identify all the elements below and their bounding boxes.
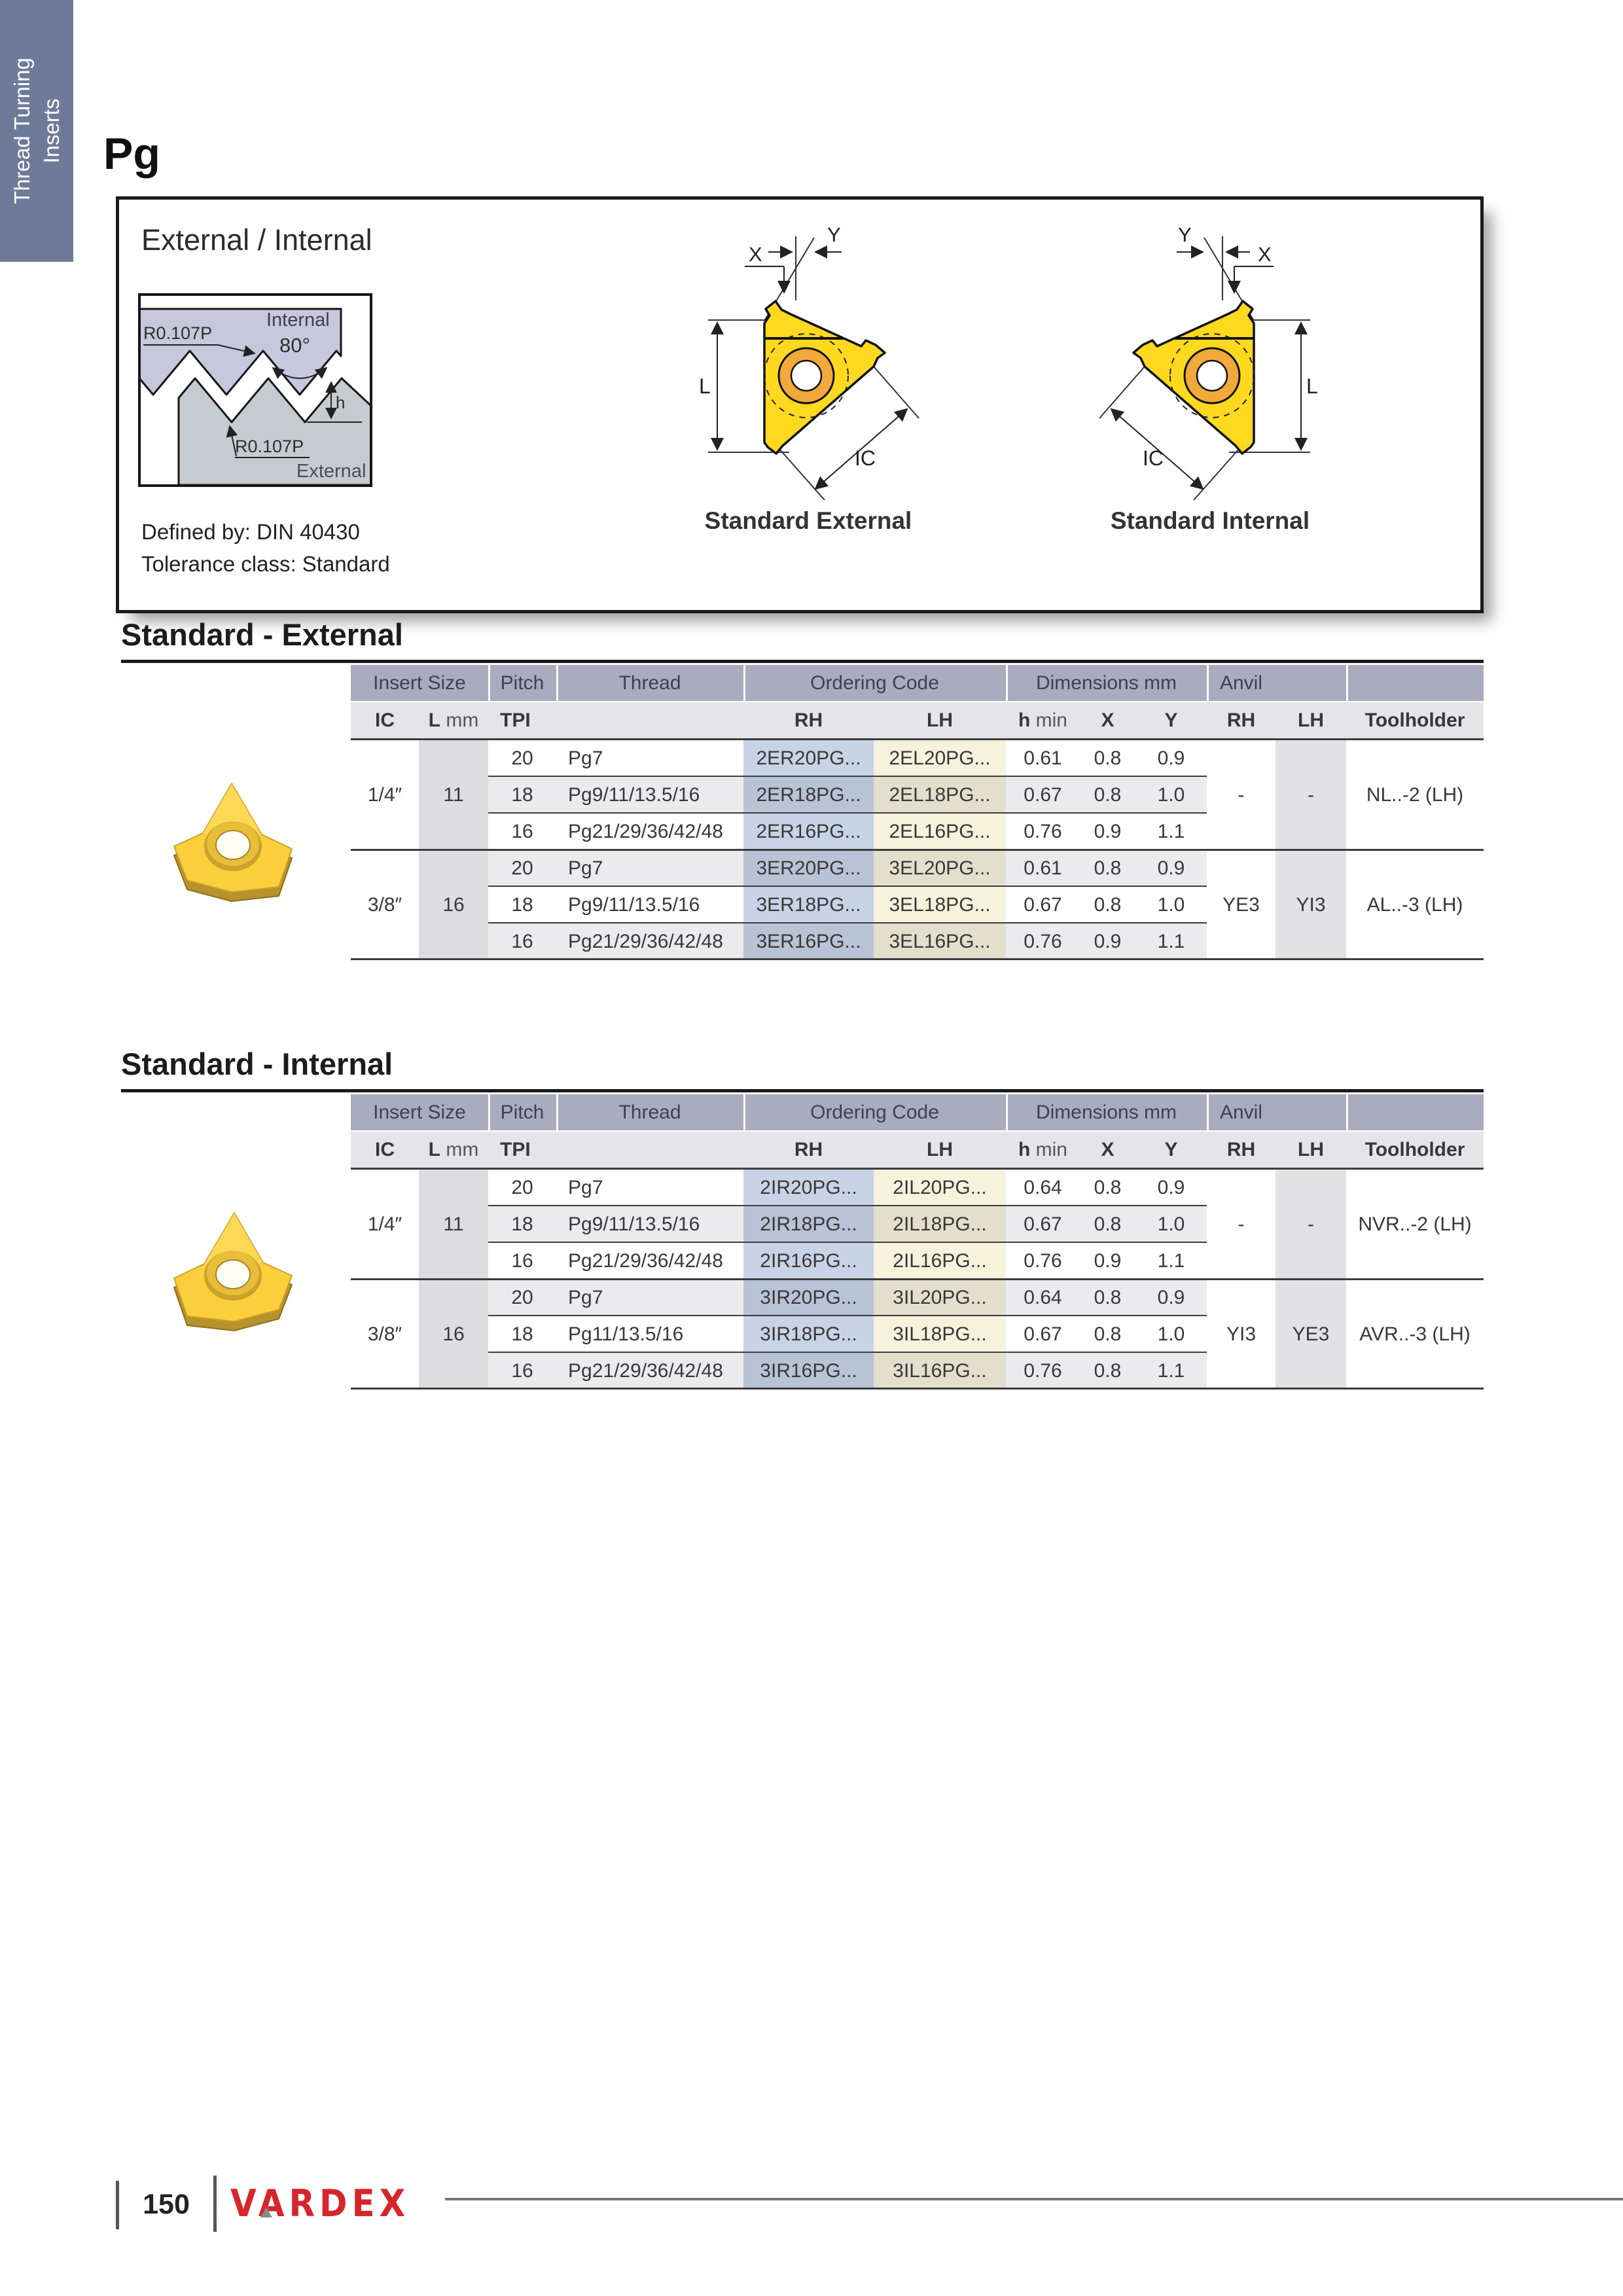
y-val: 0.9: [1157, 747, 1185, 769]
thread: Pg21/29/36/42/48: [568, 931, 723, 952]
code-lh: 3EL20PG...: [889, 857, 991, 879]
internal-table-header: [351, 1094, 1484, 1130]
dim-ic-label: IC: [1143, 446, 1164, 470]
dim-x-label: X: [749, 243, 762, 266]
code-lh: 2EL20PG...: [889, 747, 991, 769]
ic-value: 3/8″: [367, 894, 402, 916]
col-insert-size: Insert Size: [373, 672, 466, 694]
l-value: 16: [442, 894, 465, 916]
code-lh: 2EL16PG...: [889, 821, 991, 842]
subcol-toolholder: Toolholder: [1364, 1138, 1465, 1160]
y-val: 1.1: [1157, 1250, 1185, 1272]
tpi: 18: [511, 1213, 533, 1235]
x-val: 0.8: [1094, 1287, 1122, 1308]
overview-box-title: External / Internal: [141, 223, 372, 257]
profile-angle-label: 80°: [279, 334, 310, 357]
page-title: Pg: [103, 129, 160, 179]
toolholder-value: NVR..-2 (LH): [1358, 1213, 1472, 1235]
code-lh: 3EL18PG...: [889, 894, 991, 916]
section-title-external: Standard - External: [121, 617, 403, 652]
section-rule-external: [121, 660, 1484, 663]
anvil-lh-value: -: [1308, 1213, 1314, 1235]
h-min: 0.61: [1024, 857, 1062, 879]
code-rh: 2IR16PG...: [760, 1250, 857, 1272]
l-value: 16: [442, 1323, 465, 1345]
subcol-hmin: h min: [1018, 1138, 1067, 1160]
subcol-hmin: h min: [1018, 709, 1067, 731]
subcol-tpi: TPI: [500, 1138, 531, 1160]
thread: Pg7: [568, 857, 603, 879]
external-table-header: [351, 665, 1484, 701]
tpi: 20: [511, 747, 533, 769]
x-val: 0.8: [1094, 747, 1122, 769]
code-rh: 3IR18PG...: [760, 1323, 857, 1345]
subcol-ic: IC: [375, 1138, 395, 1160]
tpi: 18: [511, 894, 533, 916]
dim-l-label: L: [1306, 374, 1318, 398]
subcol-ic: IC: [375, 709, 395, 731]
x-val: 0.8: [1094, 1213, 1122, 1235]
subcol-anvil-rh: RH: [1226, 709, 1256, 731]
dim-y-label: Y: [1178, 223, 1192, 246]
tolerance-text: Tolerance class: Standard: [141, 552, 390, 576]
footer-divider-logo: [213, 2176, 217, 2232]
col-ordering-code: Ordering Code: [810, 672, 939, 694]
code-rh: 3IR20PG...: [760, 1287, 857, 1308]
sidebar-line2: Inserts: [39, 98, 63, 164]
l-value: 11: [443, 784, 464, 806]
standard-external-caption: Standard External: [704, 507, 912, 534]
subcol-rh: RH: [794, 709, 823, 731]
anvil-rh-value: YE3: [1222, 894, 1260, 916]
vardex-logo: VARDEX: [230, 2182, 410, 2225]
profile-external-label: External: [296, 461, 366, 482]
code-lh: 2IL16PG...: [893, 1250, 987, 1272]
tpi: 16: [511, 821, 533, 842]
code-rh: 2ER16PG...: [756, 821, 861, 842]
y-val: 1.0: [1157, 784, 1185, 806]
vardex-logo-triangle-icon: [260, 2207, 272, 2217]
code-rh: 2ER18PG...: [756, 784, 861, 806]
standard-internal-diagram: [1069, 222, 1351, 510]
x-val: 0.8: [1094, 1360, 1122, 1382]
h-min: 0.76: [1024, 1250, 1062, 1272]
x-val: 0.9: [1094, 931, 1122, 952]
col-thread: Thread: [618, 1101, 681, 1123]
subcol-y: Y: [1164, 709, 1178, 731]
subcol-l: L mm: [428, 709, 479, 731]
thread: Pg21/29/36/42/48: [568, 821, 723, 842]
tpi: 20: [511, 1287, 533, 1308]
anvil-rh-value: YI3: [1226, 1323, 1257, 1345]
code-lh: 2EL18PG...: [889, 784, 991, 806]
external-table-subheader: [351, 702, 1484, 738]
y-val: 0.9: [1157, 1287, 1185, 1308]
page-number: 150: [143, 2188, 190, 2220]
toolholder-value: AL..-3 (LH): [1366, 894, 1463, 916]
code-lh: 3IL20PG...: [893, 1287, 987, 1308]
insert-photo-external: [164, 776, 302, 906]
section-title-internal: Standard - Internal: [121, 1047, 393, 1081]
standard-internal-table: [351, 1094, 1484, 1390]
col-insert-size: Insert Size: [373, 1101, 466, 1123]
x-val: 0.8: [1094, 894, 1122, 916]
ic-value: 3/8″: [367, 1323, 402, 1345]
h-min: 0.64: [1024, 1287, 1062, 1308]
code-rh: 3ER18PG...: [756, 894, 861, 916]
code-lh: 2IL18PG...: [893, 1213, 987, 1235]
subcol-anvil-lh: LH: [1298, 1138, 1324, 1160]
subcol-lh: LH: [927, 709, 953, 731]
subcol-x: X: [1101, 1138, 1115, 1160]
col-ordering-code: Ordering Code: [810, 1101, 939, 1123]
y-val: 1.0: [1157, 1323, 1185, 1345]
tpi: 18: [511, 1323, 533, 1345]
thread: Pg7: [568, 747, 603, 769]
col-pitch: Pitch: [500, 1101, 544, 1123]
h-min: 0.67: [1024, 894, 1062, 916]
toolholder-value: NL..-2 (LH): [1366, 784, 1464, 806]
internal-table-subheader: [351, 1132, 1484, 1168]
standard-external-table: [351, 665, 1484, 960]
h-min: 0.61: [1024, 747, 1062, 769]
col-anvil: Anvil: [1219, 1101, 1263, 1123]
subcol-anvil-rh: RH: [1226, 1138, 1256, 1160]
col-dimensions: Dimensions mm: [1035, 672, 1177, 694]
insert-photo-internal: [164, 1205, 302, 1336]
col-dimensions: Dimensions mm: [1035, 1101, 1177, 1123]
subcol-l: L mm: [428, 1138, 479, 1160]
col-anvil: Anvil: [1219, 672, 1263, 694]
code-rh: 3ER20PG...: [756, 857, 861, 879]
h-min: 0.76: [1024, 821, 1062, 842]
dim-y-label: Y: [827, 223, 841, 246]
subcol-rh: RH: [794, 1138, 823, 1160]
dim-x-label: X: [1258, 243, 1272, 266]
subcol-x: X: [1101, 709, 1115, 731]
footer-divider-left: [116, 2181, 119, 2229]
profile-h-label: h: [336, 393, 346, 412]
anvil-lh-value: YE3: [1292, 1323, 1330, 1345]
code-rh: 2ER20PG...: [756, 747, 861, 769]
thread: Pg21/29/36/42/48: [568, 1250, 723, 1272]
anvil-rh-value: -: [1238, 1213, 1245, 1235]
overview-box: [116, 196, 1484, 613]
tpi: 18: [511, 784, 533, 806]
y-val: 0.9: [1157, 857, 1185, 879]
code-rh: 2IR20PG...: [760, 1177, 857, 1198]
y-val: 1.1: [1157, 1360, 1185, 1382]
l-value: 11: [443, 1213, 464, 1235]
sidebar-tab-thread-turning-inserts: [0, 0, 73, 262]
tpi: 16: [511, 1360, 533, 1382]
thread: Pg21/29/36/42/48: [568, 1360, 723, 1382]
tpi: 16: [511, 931, 533, 952]
h-min: 0.67: [1024, 1213, 1062, 1235]
x-val: 0.8: [1094, 784, 1122, 806]
thread: Pg11/13.5/16: [568, 1323, 684, 1345]
thread: Pg9/11/13.5/16: [568, 894, 700, 916]
tpi: 20: [511, 1177, 533, 1198]
x-val: 0.8: [1094, 1323, 1122, 1345]
subcol-y: Y: [1164, 1138, 1178, 1160]
subcol-toolholder: Toolholder: [1364, 709, 1465, 731]
thread-profile-diagram: [138, 293, 372, 487]
thread: Pg9/11/13.5/16: [568, 784, 700, 806]
code-lh: 3EL16PG...: [889, 931, 991, 952]
anvil-lh-value: -: [1308, 784, 1314, 806]
profile-radius-bottom-label: R0.107P: [235, 437, 304, 456]
y-val: 0.9: [1157, 1177, 1185, 1198]
thread: Pg7: [568, 1177, 603, 1198]
code-lh: 3IL16PG...: [893, 1360, 987, 1382]
y-val: 1.1: [1157, 931, 1185, 952]
section-rule-internal: [121, 1089, 1484, 1092]
h-min: 0.64: [1024, 1177, 1062, 1198]
h-min: 0.76: [1024, 931, 1062, 952]
h-min: 0.67: [1024, 1323, 1062, 1345]
standard-internal-caption: Standard Internal: [1110, 507, 1310, 534]
profile-internal-label: Internal: [266, 310, 330, 331]
thread: Pg9/11/13.5/16: [568, 1213, 700, 1235]
y-val: 1.0: [1157, 894, 1185, 916]
h-min: 0.76: [1024, 1360, 1062, 1382]
subcol-anvil-lh: LH: [1298, 709, 1324, 731]
y-val: 1.0: [1157, 1213, 1185, 1235]
code-lh: 3IL18PG...: [893, 1323, 987, 1345]
code-lh: 2IL20PG...: [893, 1177, 987, 1198]
footer-rule: [445, 2198, 1623, 2200]
x-val: 0.8: [1094, 1177, 1122, 1198]
profile-radius-top-label: R0.107P: [143, 323, 213, 343]
code-rh: 3ER16PG...: [756, 931, 861, 952]
ic-value: 1/4″: [367, 1213, 402, 1235]
h-min: 0.67: [1024, 784, 1062, 806]
anvil-lh-value: YI3: [1296, 894, 1326, 916]
dim-ic-label: IC: [855, 446, 876, 470]
x-val: 0.8: [1094, 857, 1122, 879]
col-pitch: Pitch: [500, 672, 544, 694]
sidebar-line1: Thread Turning: [10, 58, 34, 204]
sidebar-tab-label: [0, 0, 73, 262]
toolholder-value: AVR..-3 (LH): [1359, 1323, 1471, 1345]
x-val: 0.9: [1094, 821, 1122, 842]
code-rh: 2IR18PG...: [760, 1213, 857, 1235]
x-val: 0.9: [1094, 1250, 1122, 1272]
tpi: 20: [511, 857, 533, 879]
ic-value: 1/4″: [367, 784, 402, 806]
dim-l-label: L: [699, 374, 711, 398]
code-rh: 3IR16PG...: [760, 1360, 857, 1382]
subcol-tpi: TPI: [500, 709, 531, 731]
tpi: 16: [511, 1250, 533, 1272]
col-thread: Thread: [618, 672, 681, 694]
standard-external-diagram: [668, 222, 949, 510]
y-val: 1.1: [1157, 821, 1185, 842]
thread: Pg7: [568, 1287, 603, 1308]
anvil-rh-value: -: [1238, 784, 1245, 806]
defined-by-text: Defined by: DIN 40430: [141, 520, 360, 544]
subcol-lh: LH: [927, 1138, 953, 1160]
